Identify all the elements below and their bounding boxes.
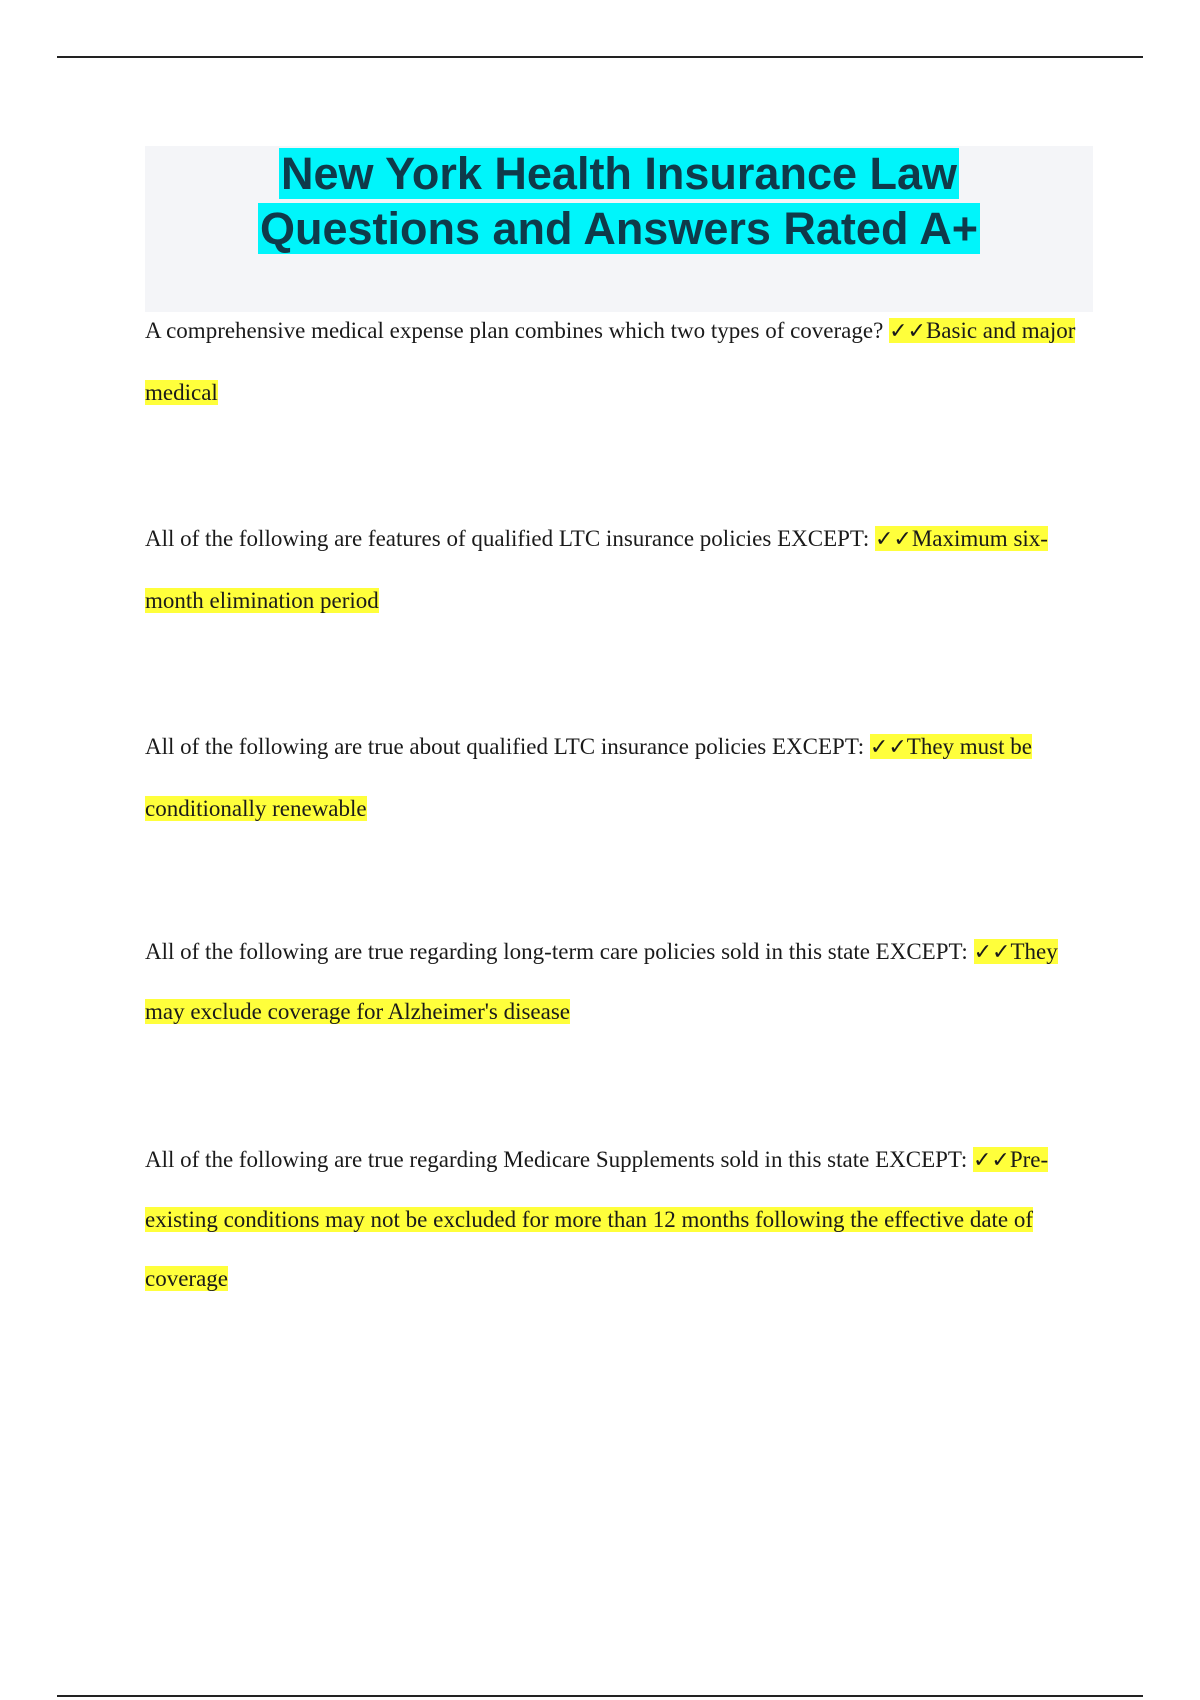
double-check-icon: ✓✓ [874,527,912,552]
double-check-icon: ✓✓ [972,1148,1010,1173]
top-rule [57,56,1143,58]
question-text: All of the following are true regarding Medicare Supplements sold in this state EXCEPT: [145,1147,968,1172]
page-title-line-2: Questions and Answers Rated A+ [259,203,979,254]
bottom-rule [57,1695,1143,1697]
answer-text: Maximum six-month elimination period [145,526,1048,613]
question-text: All of the following are features of qualified LTC insurance policies EXCEPT: [145,526,870,551]
qa-item-5 [145,1130,1090,1308]
question-text: A comprehensive medical expense plan combines which two types of coverage? [145,318,884,343]
title-banner [145,146,1093,312]
answer-text: Basic and major medical [145,318,1076,405]
answer-text: Pre-existing conditions may not be excluded for more than 12 months following the effective date of coverage [145,1147,1049,1291]
double-check-icon: ✓✓ [889,319,926,344]
question-text: All of the following are true about qualified LTC insurance policies EXCEPT: [145,734,865,759]
question-text: All of the following are true regarding long-term care policies sold in this state EXCEPT: [145,939,968,964]
qa-item-2 [145,508,1090,631]
double-check-icon: ✓✓ [973,940,1011,965]
double-check-icon: ✓✓ [869,735,907,760]
qa-item-4 [145,922,1090,1041]
answer-text: They may exclude coverage for Alzheimer's disease [145,939,1058,1024]
page-title-line-1: New York Health Insurance Law [280,148,958,199]
answer-text: They must be conditionally renewable [145,734,1032,821]
qa-item-1 [145,300,1090,423]
qa-item-3 [145,716,1090,839]
